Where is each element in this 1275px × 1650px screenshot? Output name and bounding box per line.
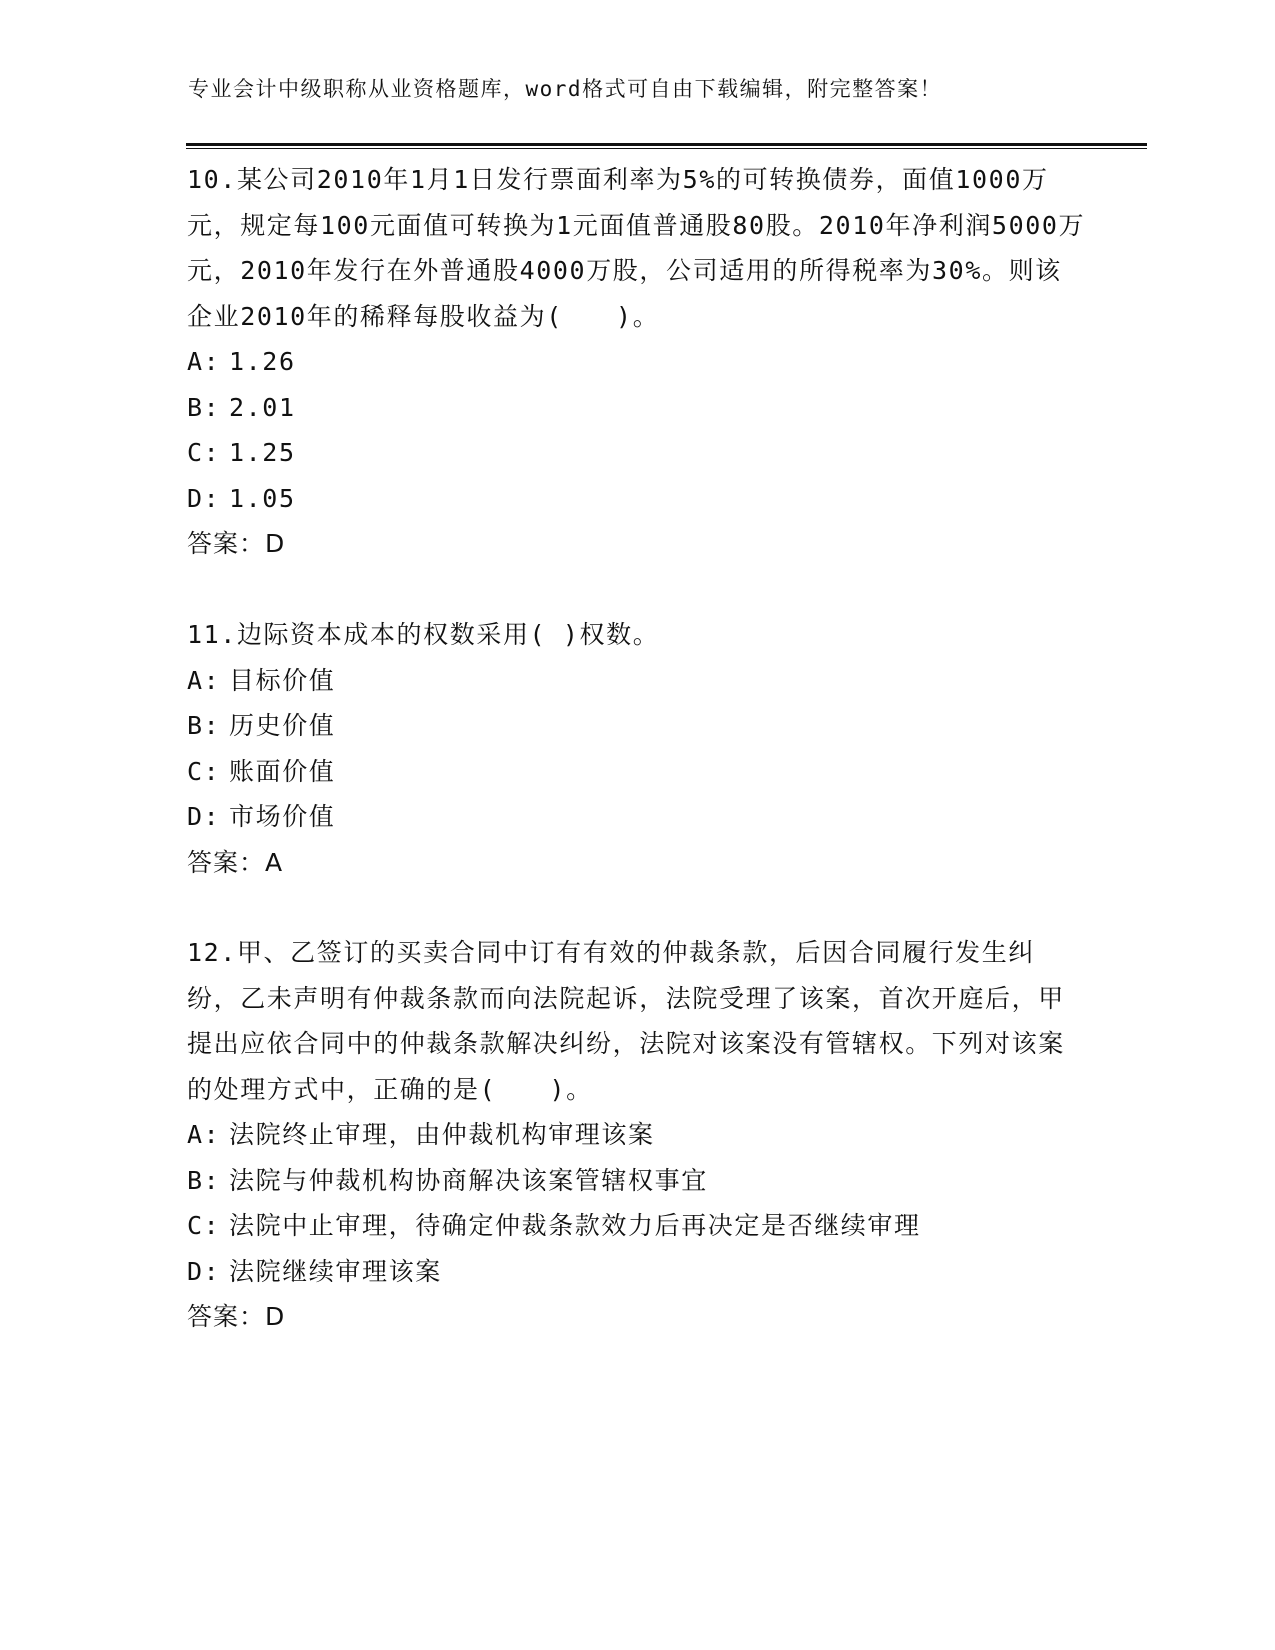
option-text: 2.01 [229,392,296,422]
option-text: 1.25 [229,438,296,467]
question-stem: 12.甲、乙签订的买卖合同中订有有效的仲裁条款，后因合同履行发生纠纷，乙未声明有仲裁条款而向法院起诉，法院受理了该案，首次开庭后，甲提出应依合同中的仲裁条款解决纠纷，法院对该案没有管辖权。下列对该案的处理方式中，正确的是( )。 [187,938,1065,1104]
option-text: 1.05 [229,483,296,513]
answer: 答案：D [187,1302,286,1331]
option-key: B: [187,1165,221,1195]
option-key: D: [187,802,221,831]
question-11 [187,612,1087,885]
option-key: D: [187,483,221,513]
option-key: A: [187,1120,221,1149]
option-text: 1.26 [229,347,296,376]
option-d [187,1249,1087,1295]
answer: 答案：A [187,847,284,877]
option-key: C: [187,1211,221,1240]
answer: 答案：D [187,529,286,558]
question-12 [187,930,1087,1340]
option-key: A: [187,665,221,695]
option-b [187,385,1087,431]
option-key: D: [187,1256,221,1286]
option-a [187,339,1087,385]
option-a [187,658,1087,704]
option-text: 市场价值 [229,802,336,831]
option-b [187,1158,1087,1204]
option-text: 历史价值 [229,711,336,740]
option-key: B: [187,392,221,422]
option-b [187,703,1087,749]
option-c [187,749,1087,795]
option-a [187,1112,1087,1158]
question-10 [187,157,1087,567]
option-text: 账面价值 [229,756,336,786]
option-list [187,339,1087,521]
option-c [187,1203,1087,1249]
option-c [187,430,1087,476]
option-key: C: [187,756,221,786]
question-stem: 10.某公司2010年1月1日发行票面利率为5%的可转换债券，面值1000万元，规定每100元面值可转换为1元面值普通股80股。2010年净利润5000万元，2010年发行在外普通股4000万股，公司适用的所得税率为30%。则该企业2010年的稀释每股收益为( )。 [187,165,1086,331]
option-d [187,794,1087,840]
option-text: 法院中止审理，待确定仲裁条款效力后再决定是否继续审理 [229,1211,921,1240]
header-text: 专业会计中级职称从业资格题库，word格式可自由下载编辑，附完整答案！ [188,77,943,101]
option-key: C: [187,438,221,467]
question-stem: 11.边际资本成本的权数采用( )权数。 [187,620,660,649]
option-key: B: [187,711,221,740]
option-key: A: [187,347,221,376]
header-divider [186,143,1147,149]
option-text: 目标价值 [229,665,336,695]
option-text: 法院与仲裁机构协商解决该案管辖权事宜 [229,1165,708,1195]
option-d [187,476,1087,522]
option-list [187,658,1087,840]
option-text: 法院终止审理，由仲裁机构审理该案 [229,1120,655,1149]
option-list [187,1112,1087,1294]
option-text: 法院继续审理该案 [229,1256,442,1286]
